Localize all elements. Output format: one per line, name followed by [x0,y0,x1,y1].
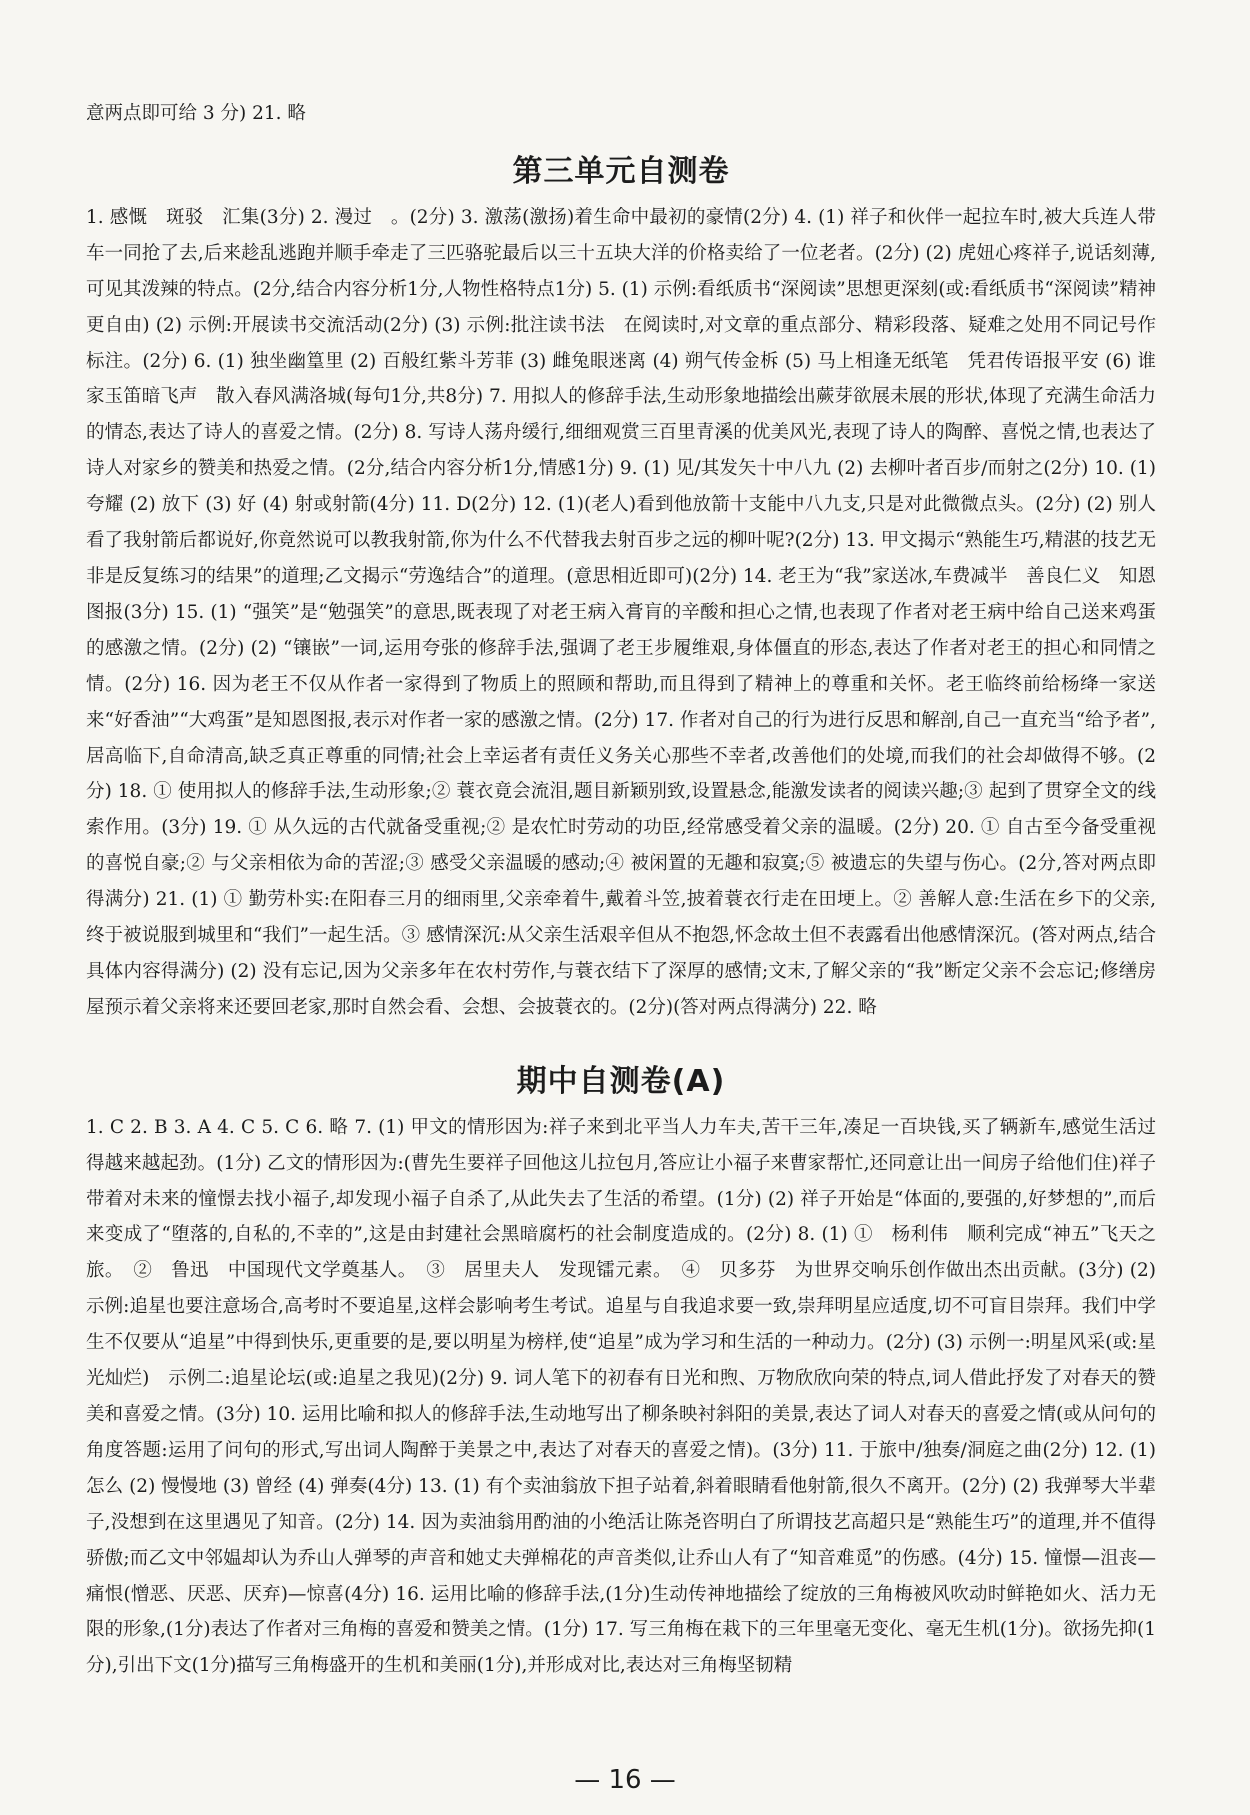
page-content [86,96,1156,1684]
section-body: 1. 感慨 斑驳 汇集(3分) 2. 漫过 。(2分) 3. 激荡(激扬)着生命中最初的豪情(2分) 4. (1) 祥子和伙伴一起拉车时,被大兵连人带车一同抢了去,后来趁乱逃跑并顺手牵走了三匹骆驼最后以三十五块大洋的价格卖给了一位老者。(2分) (2) 虎妞心疼祥子,说话刻薄,可见其泼辣的特点。(2分,结合内容分析1分,人物性格特点1分) 5. (1) 示例:看纸质书“深阅读”思想更深刻(或:看纸质书“深阅读”精神更自由) (2) 示例:开展读书交流活动(2分) (3) 示例:批注读书法 在阅读时,对文章的重点部分、精彩段落、疑难之处用不同记号作标注。(2分) 6. (1) 独坐幽篁里 (2) 百般红紫斗芳菲 (3) 雌兔眼迷离 (4) 朔气传金柝 (5) 马上相逢无纸笔 凭君传语报平安 (6) 谁家玉笛暗飞声 散入春风满洛城(每句1分,共8分) 7. 用拟人的修辞手法,生动形象地描绘出蕨芽欲展未展的形状,体现了充满生命活力的情态,表达了诗人的喜爱之情。(2分) 8. 写诗人荡舟缓行,细细观赏三百里青溪的优美风光,表现了诗人的陶醉、喜悦之情,也表达了诗人对家乡的赞美和热爱之情。(2分,结合内容分析1分,情感1分) 9. (1) 见/其发矢十中八九 (2) 去柳叶者百步/而射之(2分) 10. (1) 夸耀 (2) 放下 (3) 好 (4) 射或射箭(4分) 11. D(2分) 12. (1)(老人)看到他放箭十支能中八九支,只是对此微微点头。(2分) (2) 别人看了我射箭后都说好,你竟然说可以教我射箭,你为什么不代替我去射百步之远的柳叶呢?(2分) 13. 甲文揭示“熟能生巧,精湛的技艺无非是反复练习的结果”的道理;乙文揭示“劳逸结合”的道理。(意思相近即可)(2分) 14. 老王为“我”家送冰,车费减半 善良仁义 知恩图报(3分) 15. (1) “强笑”是“勉强笑”的意思,既表现了对老王病入膏肓的辛酸和担心之情,也表现了作者对老王病中给自己送来鸡蛋的感激之情。(2分) (2) “镶嵌”一词,运用夸张的修辞手法,强调了老王步履维艰,身体僵直的形态,表达了作者对老王的担心和同情之情。(2分) 16. 因为老王不仅从作者一家得到了物质上的照顾和帮助,而且得到了精神上的尊重和关怀。老王临终前给杨绛一家送来“好香油”“大鸡蛋”是知恩图报,表示对作者一家的感激之情。(2分) 17. 作者对自己的行为进行反思和解剖,自己一直充当“给予者”,居高临下,自命清高,缺乏真正尊重的同情;社会上幸运者有责任义务关心那些不幸者,改善他们的处境,而我们的社会却做得不够。(2分) 18. ① 使用拟人的修辞手法,生动形象;② 蓑衣竟会流泪,题目新颖别致,设置悬念,能激发读者的阅读兴趣;③ 起到了贯穿全文的线索作用。(3分) 19. ① 从久远的古代就备受重视;② 是农忙时劳动的功臣,经常感受着父亲的温暖。(2分) 20. ① 自古至今备受重视的喜悦自豪;② 与父亲相依为命的苦涩;③ 感受父亲温暖的感动;④ 被闲置的无趣和寂寞;⑤ 被遗忘的失望与伤心。(2分,答对两点即得满分) 21. (1) ① 勤劳朴实:在阳春三月的细雨里,父亲牵着牛,戴着斗笠,披着蓑衣行走在田埂上。② 善解人意:生活在乡下的父亲,终于被说服到城里和“我们”一起生活。③ 感情深沉:从父亲生活艰辛但从不抱怨,怀念故土但不表露看出他感情深沉。(答对两点,结合具体内容得满分) (2) 没有忘记,因为父亲多年在农村劳作,与蓑衣结下了深厚的感情;文末,了解父亲的“我”断定父亲不会忘记;修缮房屋预示着父亲将来还要回老家,那时自然会看、会想、会披蓑衣的。(2分)(答对两点得满分) 22. 略 [86,206,1156,1018]
section-body: 1. C 2. B 3. A 4. C 5. C 6. 略 7. (1) 甲文的情形因为:祥子来到北平当人力车夫,苦干三年,凑足一百块钱,买了辆新车,感觉生活过得越来越起劲。(1分) 乙文的情形因为:(曹先生要祥子回他这儿拉包月,答应让小福子来曹家帮忙,还同意让出一间房子给他们住)祥子带着对未来的憧憬去找小福子,却发现小福子自杀了,从此失去了生活的希望。(1分) (2) 祥子开始是“体面的,要强的,好梦想的”,而后来变成了“堕落的,自私的,不幸的”,这是由封建社会黑暗腐朽的社会制度造成的。(2分) 8. (1) ① 杨利伟 顺利完成“神五”飞天之旅。 ② 鲁迅 中国现代文学奠基人。 ③ 居里夫人 发现镭元素。 ④ 贝多芬 为世界交响乐创作做出杰出贡献。(3分) (2) 示例:追星也要注意场合,高考时不要追星,这样会影响考生考试。追星与自我追求要一致,崇拜明星应适度,切不可盲目崇拜。我们中学生不仅要从“追星”中得到快乐,更重要的是,要以明星为榜样,使“追星”成为学习和生活的一种动力。(2分) (3) 示例一:明星风采(或:星光灿烂) 示例二:追星论坛(或:追星之我见)(2分) 9. 词人笔下的初春有日光和煦、万物欣欣向荣的特点,词人借此抒发了对春天的赞美和喜爱之情。(3分) 10. 运用比喻和拟人的修辞手法,生动地写出了柳条映衬斜阳的美景,表达了词人对春天的喜爱之情(或从问句的角度答题:运用了问句的形式,写出词人陶醉于美景之中,表达了对春天的喜爱之情)。(3分) 11. 于旅中/独奏/洞庭之曲(2分) 12. (1) 怎么 (2) 慢慢地 (3) 曾经 (4) 弹奏(4分) 13. (1) 有个卖油翁放下担子站着,斜着眼睛看他射箭,很久不离开。(2分) (2) 我弹琴大半辈子,没想到在这里遇见了知音。(2分) 14. 因为卖油翁用酌油的小绝活让陈尧咨明白了所谓技艺高超只是“熟能生巧”的道理,并不值得骄傲;而乙文中邻媪却认为乔山人弹琴的声音和她丈夫弹棉花的声音类似,让乔山人有了“知音难觅”的伤感。(4分) 15. 憧憬—沮丧—痛恨(憎恶、厌恶、厌弃)—惊喜(4分) 16. 运用比喻的修辞手法,(1分)生动传神地描绘了绽放的三角梅被风吹动时鲜艳如火、活力无限的形象,(1分)表达了作者对三角梅的喜爱和赞美之情。(1分) 17. 写三角梅在栽下的三年里毫无变化、毫无生机(1分)。欲扬先抑(1分),引出下文(1分)描写三角梅盛开的生机和美丽(1分),并形成对比,表达对三角梅坚韧精 [86,1116,1156,1677]
page-number: — 16 — [574,1765,676,1795]
section-title: 期中自测卷(A) [516,1063,726,1099]
section-title: 第三单元自测卷 [512,153,730,189]
unit-three-test-section [86,146,1156,1026]
midterm-test-a-section [86,1056,1156,1685]
carryover-answer: 意两点即可给 3 分) 21. 略 [86,103,306,124]
